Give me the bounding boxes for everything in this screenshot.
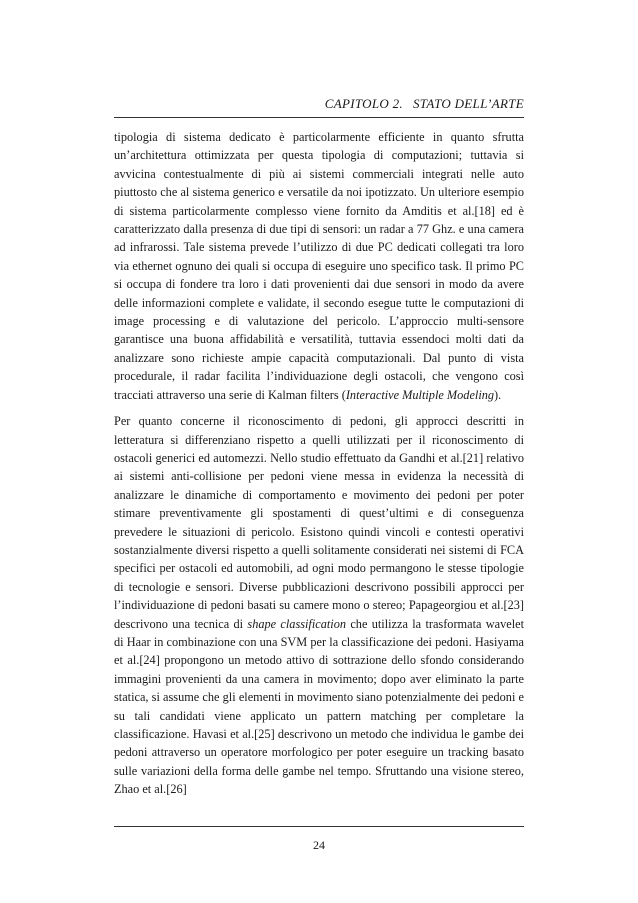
text-run: che utilizza la trasformata wavelet di Haar in combinazione con una SVM per la classificazione dei pedoni. Hasiyama et al.[24] propongono un metodo attivo di sottrazione dello sfondo considerando immagini provenienti da una camera in movimento; dopo aver eliminato la parte statica, si assume che gli elementi in movimento siano potenzialmente dei pedoni e su tali candidati viene applicato un pattern matching per completare la classificazione. Havasi et al.[25] descrivono un metodo che individua le gambe dei pedoni attraverso un operatore morfologico per poter eseguire un tracking basato sulle variazioni della forma delle gambe nel tempo. Sfruttando una visione stereo, Zhao et al.[26]	[114, 616, 525, 797]
chapter-label: CAPITOLO 2.	[324, 96, 403, 111]
text-run: Per quanto concerne il riconoscimento di pedoni, gli approcci descritti in letteratura si differenziano rispetto a quelli utilizzati per il riconoscimento di ostacoli generici ed automezzi. Nello studio effettuato da Gandhi et al.[21] relativo ai sistemi anti-collisione per pedoni viene messa in evidenza la necessità di analizzare le dinamiche di comportamento e movimento dei pedoni per poter stimare preventivamente gli spostamenti di quest’ultimi e di conseguenza prevedere le situazioni di pericolo. Esistono quindi vincoli e contesti operativi sostanzialmente diversi rispetto a quelli solitamente considerati nei sistemi di FCA specifici per ostacoli ed automobili, ad ogni modo permangono le stesse tipologie di tecnologie e sensori. Diverse pubblicazioni descrivono possibili approcci per l’individuazione di pedoni basati su camere mono o stereo; Papageorgiou et al.[23] descrivono una tecnica di	[114, 414, 524, 631]
text-run: ).	[494, 387, 502, 402]
running-header	[114, 96, 524, 112]
paragraph	[114, 412, 524, 799]
italic-term: Interactive Multiple Modeling	[345, 387, 495, 402]
italic-term: shape classification	[247, 616, 347, 631]
body-text	[114, 128, 524, 799]
footer-rule	[114, 826, 524, 827]
text-run: tipologia di sistema dedicato è particolarmente efficiente in quanto sfrutta un’architettura ottimizzata per questa tipologia di computazioni; tuttavia si avvicina contestualmente di più ai sistemi commerciali integrati nelle auto piuttosto che al sistema generico e versatile da noi ipotizzato. Un ulteriore esempio di sistema particolarmente complesso viene fornito da Amditis et al.[18] ed è caratterizzato dalla presenza di due tipi di sensori: un radar a 77 Ghz. e una camera ad infrarossi. Tale sistema prevede l’utilizzo di due PC dedicati collegati tra loro via ethernet ognuno dei quali si occupa di eseguire uno specifico task. Il primo PC si occupa di fondere tra loro i dati provenienti dai due sensori in modo da avere delle informazioni complete e validate, il secondo esegue tutte le computazioni di image processing e di valutazione del pericolo. L’approccio multi-sensore garantisce una buona affidabilità e versatilità, tuttavia essendoci molti dati da analizzare sono richieste ampie capacità computazionali. Dal punto di vista procedurale, il radar facilita l’individuazione degli ostacoli, che vengono così tracciati attraverso una serie di Kalman filters (	[114, 130, 524, 402]
header-rule	[114, 117, 524, 118]
page-number: 24	[313, 838, 325, 852]
chapter-title: STATO DELL’ARTE	[412, 96, 524, 111]
paragraph	[114, 128, 524, 404]
